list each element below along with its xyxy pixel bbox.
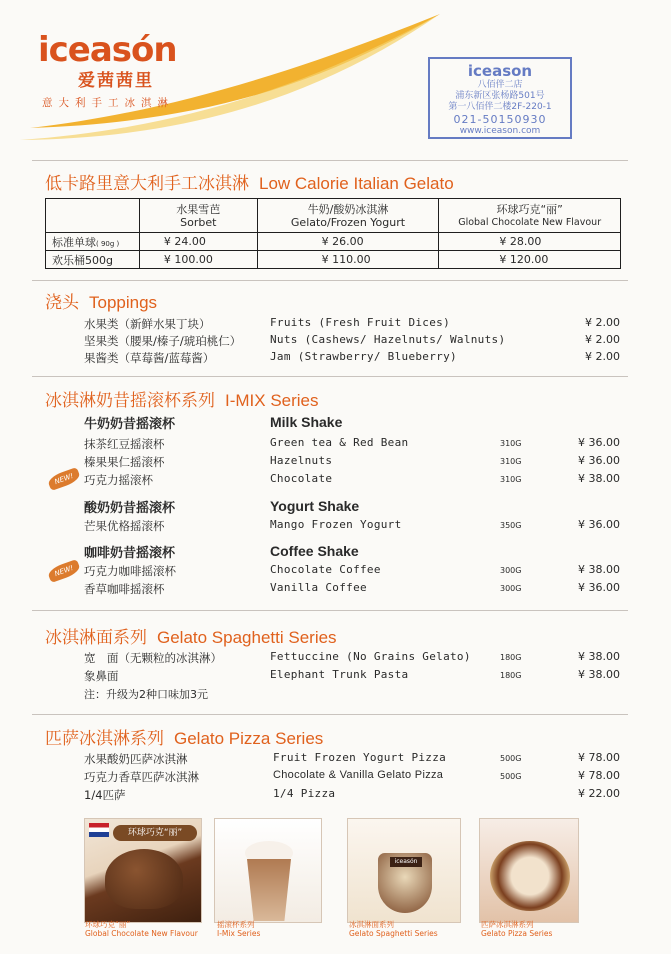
section-title-spaghetti [45, 623, 337, 648]
item-price: ¥ 38.00 [578, 472, 620, 485]
col-cn: 牛奶/酸奶冰淇淋 [307, 202, 389, 216]
brand-tagline: 意大利手工冰淇淋 [42, 97, 174, 109]
item-en: Jam (Strawberry/ Blueberry) [270, 350, 457, 363]
section-title-imix [45, 386, 319, 411]
caption-en: Gelato Spaghetti Series [349, 929, 438, 938]
price-cell: ¥ 100.00 [139, 251, 257, 269]
menu-item [0, 436, 671, 454]
column-header [439, 199, 621, 233]
caption-en: Gelato Pizza Series [481, 929, 553, 938]
caption-en: I-Mix Series [217, 929, 261, 938]
item-price: ¥ 2.00 [585, 333, 620, 346]
item-en: Elephant Trunk Pasta [270, 668, 409, 681]
photo-imix [214, 818, 322, 923]
item-weight: 500G [500, 772, 522, 781]
photo-global-chocolate [84, 818, 202, 923]
menu-item [0, 518, 671, 536]
photo-spaghetti [347, 818, 461, 923]
item-en: Hazelnuts [270, 454, 333, 467]
stamp-brand: iceason [467, 62, 533, 80]
caption-cn: 匹萨冰淇淋系列 [481, 920, 534, 929]
divider [32, 376, 628, 377]
col-en: Gelato/Frozen Yogurt [290, 215, 406, 229]
item-weight: 180G [500, 653, 522, 662]
item-weight: 300G [500, 584, 522, 593]
photo-pizza [479, 818, 579, 923]
divider [32, 280, 628, 281]
item-weight: 310G [500, 475, 522, 484]
brand-logo: iceasón [38, 30, 177, 70]
item-weight: 500G [500, 754, 522, 763]
brand-name-cn: 爱茜茜里 [78, 71, 154, 91]
item-en: Fruit Frozen Yogurt Pizza [273, 751, 447, 764]
title-en: I-MIX Series [225, 391, 319, 410]
row-label-text: 标准单球 [52, 235, 96, 249]
item-cn: 果酱类（草莓酱/蓝莓酱） [84, 351, 215, 365]
row-note: ( 90g ) [96, 239, 120, 248]
item-en: Mango Frozen Yogurt [270, 518, 402, 531]
item-price: ¥ 78.00 [578, 769, 620, 782]
price-cell: ¥ 110.00 [257, 251, 439, 269]
flag-icon [89, 823, 109, 837]
price-cell: ¥ 120.00 [439, 251, 621, 269]
item-cn: 巧克力摇滚杯 [84, 473, 153, 487]
photo-caption [217, 920, 260, 938]
col-cn: 环球巧克“丽” [496, 202, 563, 216]
item-cn: 抹茶红豆摇滚杯 [84, 437, 165, 451]
item-weight: 310G [500, 457, 522, 466]
item-weight: 350G [500, 521, 522, 530]
table-header-row [46, 199, 621, 233]
item-en: Fruits (Fresh Fruit Dices) [270, 316, 450, 329]
divider [32, 160, 628, 161]
caption-cn: 冰淇淋面系列 [349, 920, 394, 929]
menu-item [0, 769, 671, 787]
item-en: Nuts (Cashews/ Hazelnuts/ Walnuts) [270, 333, 506, 346]
menu-item [0, 563, 671, 581]
table-row [46, 251, 621, 269]
stamp-line: 八佰伴二店 [477, 80, 523, 90]
item-price: ¥ 36.00 [578, 436, 620, 449]
menu-item [0, 650, 671, 668]
col-en: Global Chocolate New Flavour [458, 216, 602, 228]
item-en: Chocolate & Vanilla Gelato Pizza [273, 769, 444, 781]
table-row [46, 233, 621, 251]
item-cn: 象鼻面 [84, 669, 119, 683]
item-cn: 香草咖啡摇滚杯 [84, 582, 165, 596]
item-weight: 180G [500, 671, 522, 680]
item-en: Chocolate Coffee [270, 563, 381, 576]
row-label [46, 251, 140, 269]
photo-caption [85, 920, 198, 938]
subgroup-en: Yogurt Shake [270, 498, 360, 514]
col-cn: 水果雪芭 [176, 202, 221, 216]
title-en: Low Calorie Italian Gelato [259, 174, 454, 193]
caption-en: Global Chocolate New Flavour [85, 929, 198, 938]
item-price: ¥ 22.00 [578, 787, 620, 800]
item-price: ¥ 38.00 [578, 668, 620, 681]
subgroup-en: Coffee Shake [270, 543, 359, 559]
item-cn: 坚果类（腰果/榛子/琥珀桃仁） [84, 334, 242, 348]
item-price: ¥ 2.00 [585, 316, 620, 329]
item-cn: 宽 面（无颗粒的冰淇淋） [84, 651, 222, 665]
item-price: ¥ 38.00 [578, 563, 620, 576]
item-cn: 巧克力香草匹萨冰淇淋 [84, 770, 199, 784]
section-title-gelato [45, 169, 454, 194]
subgroup-cn: 咖啡奶昔摇滚杯 [84, 546, 176, 561]
stamp-url: www.iceason.com [459, 126, 541, 136]
shake-cup-image [247, 859, 291, 921]
store-stamp [428, 57, 572, 139]
title-cn: 匹萨冰淇淋系列 [45, 729, 164, 749]
menu-item [0, 751, 671, 769]
pizza-image [490, 841, 570, 911]
item-cn: 水果酸奶匹萨冰淇淋 [84, 752, 188, 766]
stamp-line: 第一八佰伴二楼2F-220-1 [448, 102, 552, 112]
title-cn: 低卡路里意大利手工冰淇淋 [45, 174, 249, 194]
new-badge: NEW! [47, 467, 82, 491]
price-cell: ¥ 24.00 [139, 233, 257, 251]
bowl-logo: iceasón [390, 857, 422, 867]
row-label-text: 欢乐桶500g [52, 253, 113, 267]
item-weight: 310G [500, 439, 522, 448]
item-en: Vanilla Coffee [270, 581, 367, 594]
item-en: Green tea & Red Bean [270, 436, 409, 449]
photo-caption [349, 920, 438, 938]
divider [32, 610, 628, 611]
column-header [139, 199, 257, 233]
topping-item [0, 316, 671, 334]
title-cn: 浇头 [45, 293, 79, 313]
divider [32, 714, 628, 715]
spaghetti-note: 注：升级为2种口味加3元 [84, 688, 208, 701]
item-cn: 巧克力咖啡摇滚杯 [84, 564, 176, 578]
item-price: ¥ 36.00 [578, 518, 620, 531]
item-en: 1/4 Pizza [273, 787, 336, 800]
item-en: Chocolate [270, 472, 333, 485]
section-title-pizza [45, 724, 323, 749]
item-cn: 芒果优格摇滚杯 [84, 519, 165, 533]
subgroup-cn: 酸奶奶昔摇滚杯 [84, 501, 176, 516]
menu-item [0, 668, 671, 686]
item-price: ¥ 36.00 [578, 581, 620, 594]
table-corner [46, 199, 140, 233]
item-price: ¥ 38.00 [578, 650, 620, 663]
row-label [46, 233, 140, 251]
column-header [257, 199, 439, 233]
price-cell: ¥ 28.00 [439, 233, 621, 251]
item-en: Fettuccine (No Grains Gelato) [270, 650, 471, 663]
item-price: ¥ 2.00 [585, 350, 620, 363]
item-cn: 1/4匹萨 [84, 788, 126, 802]
menu-item [0, 454, 671, 472]
item-cn: 水果类（新鲜水果丁块） [84, 317, 211, 331]
price-cell: ¥ 26.00 [257, 233, 439, 251]
title-cn: 冰淇淋面系列 [45, 628, 147, 648]
gelato-price-table [45, 198, 621, 269]
subgroup-en: Milk Shake [270, 414, 343, 430]
item-price: ¥ 36.00 [578, 454, 620, 467]
title-cn: 冰淇淋奶昔摇滚杯系列 [45, 391, 215, 411]
stamp-phone: 021-50150930 [453, 113, 547, 126]
topping-item [0, 350, 671, 368]
caption-cn: 环球巧克“丽” [85, 920, 131, 929]
item-cn: 榛果果仁摇滚杯 [84, 455, 165, 469]
item-price: ¥ 78.00 [578, 751, 620, 764]
menu-item [0, 581, 671, 599]
title-en: Gelato Pizza Series [174, 729, 324, 748]
new-badge: NEW! [47, 559, 82, 583]
menu-item [0, 472, 671, 490]
menu-item [0, 787, 671, 805]
section-title-toppings [45, 288, 157, 313]
subgroup-cn: 牛奶奶昔摇滚杯 [84, 417, 176, 432]
topping-item [0, 333, 671, 351]
photo-badge: 环球巧克“丽” [113, 825, 197, 841]
caption-cn: 摇滚杯系列 [217, 920, 255, 929]
stamp-line: 浦东新区张杨路501号 [455, 91, 545, 101]
photo-caption [481, 920, 552, 938]
title-en: Toppings [89, 293, 158, 312]
item-weight: 300G [500, 566, 522, 575]
gelato-scoop-image [105, 849, 183, 909]
col-en: Sorbet [180, 215, 217, 229]
title-en: Gelato Spaghetti Series [157, 628, 337, 647]
